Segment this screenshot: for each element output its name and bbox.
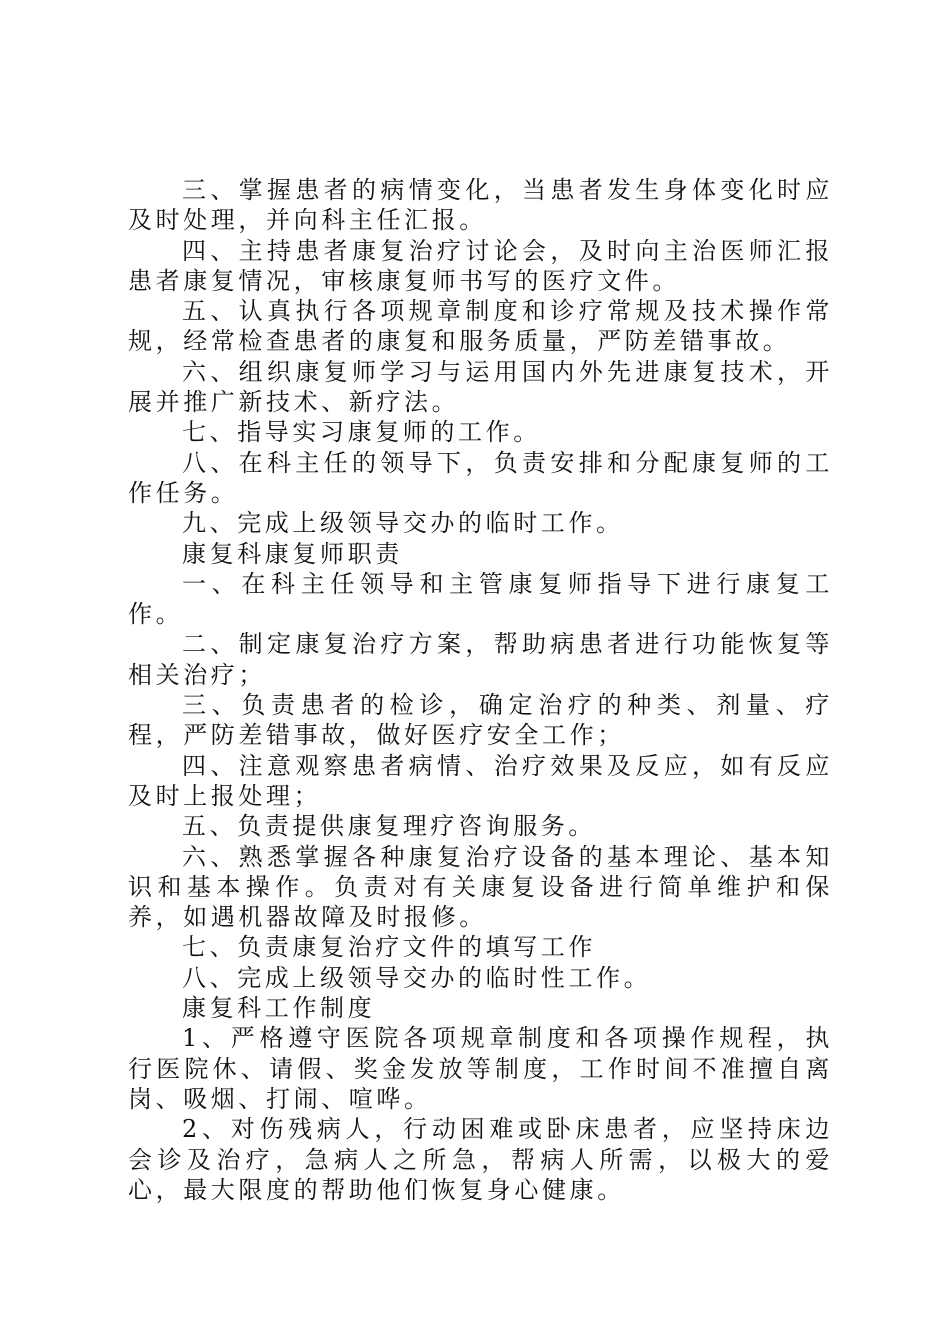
paragraph-therapist-6: 六、熟悉掌握各种康复治疗设备的基本理论、基本知识和基本操作。负责对有关康复设备进行简单维护和保养，如遇机器故障及时报修。: [128, 842, 833, 932]
paragraph-rule-1: 1、严格遵守医院各项规章制度和各项操作规程，执行医院休、请假、奖金发放等制度，工作时间不准擅自离岗、吸烟、打闹、喧哗。: [128, 1024, 833, 1113]
paragraph-therapist-4: 四、注意观察患者病情、治疗效果及反应，如有反应及时上报处理；: [128, 751, 833, 810]
section-heading-therapist-duties: 康复科康复师职责: [182, 539, 403, 568]
paragraph-duty-9: 九、完成上级领导交办的临时工作。: [182, 509, 624, 538]
paragraph-therapist-2: 二、制定康复治疗方案，帮助病患者进行功能恢复等相关治疗；: [128, 630, 833, 689]
paragraph-therapist-8: 八、完成上级领导交办的临时性工作。: [182, 963, 652, 992]
document-body: [128, 175, 833, 1205]
paragraph-duty-8: 八、在科主任的领导下，负责安排和分配康复师的工作任务。: [128, 448, 833, 507]
paragraph-duty-6: 六、组织康复师学习与运用国内外先进康复技术，开展并推广新技术、新疗法。: [128, 357, 833, 417]
paragraph-duty-7: 七、指导实习康复师的工作。: [182, 418, 541, 447]
paragraph-duty-3: 三、掌握患者的病情变化，当患者发生身体变化时应及时处理，并向科主任汇报。: [128, 176, 833, 235]
paragraph-therapist-5: 五、负责提供康复理疗咨询服务。: [182, 812, 596, 841]
paragraph-duty-5: 五、认真执行各项规章制度和诊疗常规及技术操作常规，经常检查患者的康复和服务质量，严防差错事故。: [128, 297, 833, 356]
paragraph-duty-4: 四、主持患者康复治疗讨论会，及时向主治医师汇报患者康复情况，审核康复师书写的医疗文件。: [128, 236, 833, 295]
paragraph-therapist-7: 七、负责康复治疗文件的填写工作: [182, 933, 596, 962]
section-heading-work-rules: 康复科工作制度: [182, 994, 376, 1023]
paragraph-rule-2: 2、对伤残病人，行动困难或卧床患者，应坚持床边会诊及治疗，急病人之所急，帮病人所需，以极大的爱心，最大限度的帮助他们恢复身心健康。: [128, 1115, 833, 1204]
paragraph-therapist-3: 三、负责患者的检诊，确定治疗的种类、剂量、疗程，严防差错事故，做好医疗安全工作；: [128, 691, 833, 750]
paragraph-therapist-1: 一、在科主任领导和主管康复师指导下进行康复工作。: [128, 569, 833, 629]
